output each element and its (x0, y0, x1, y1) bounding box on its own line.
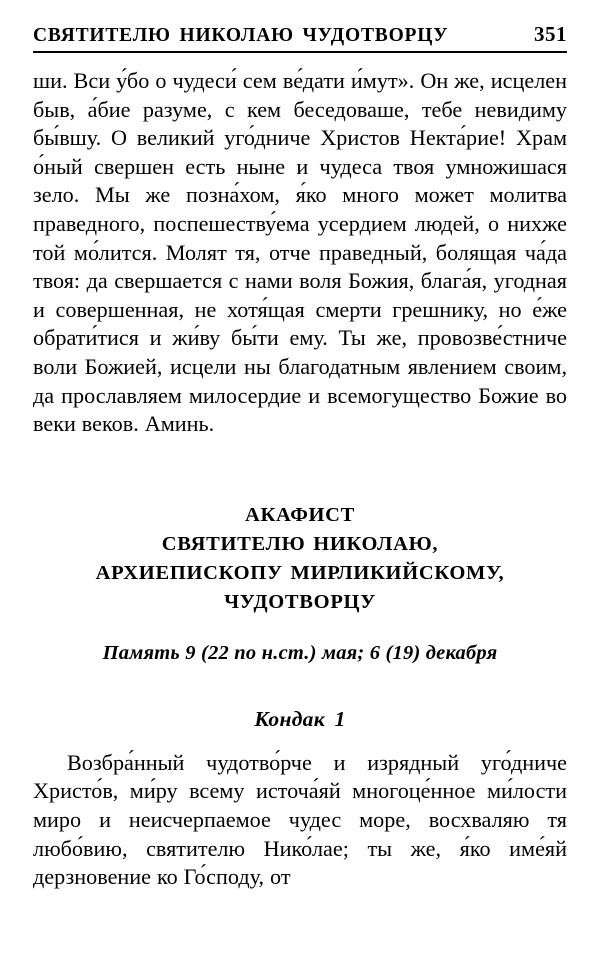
kontakion-text-block (33, 749, 567, 892)
continued-paragraph: ши. Вси у́бо о чудеси́ сем ве́дати и́мут». Он же, исцелен быв, а́бие разуме, с кем беседоваше, тебе невидиму бы́вшу. О великий уго́дниче Христов Некта́рие! Храм о́ный свершен есть ныне и чудеса твоя умножишася зело. Мы же позна́хом, я́ко много может молитва праведного, поспешеству́ема усердием людей, о нихже той мо́лится. Молят тя, отче праведный, болящая ча́да твоя: да свершается с нами воля Божия, блага́я, угодная и совершенная, не хотя́щая смерти грешнику, но е́же обрати́тися и жи́ву бы́ти ему. Ты же, провозве́стниче воли Божией, исцели ны благодатным явлением своим, да прославляем милосердие и всемогущество Божие во веки веков. Аминь. (33, 68, 567, 437)
commemoration-dates: Память 9 (22 по н.ст.) мая; 6 (19) декабря (102, 641, 498, 664)
akathist-heading-line-4: ЧУДОТВОРЦУ (224, 590, 376, 613)
running-head (33, 0, 567, 53)
akathist-heading-line-2: СВЯТИТЕЛЮ НИКОЛАЮ, (161, 532, 439, 555)
akathist-heading-line-1: АКАФИСТ (244, 503, 356, 526)
page-number: 351 (534, 22, 567, 46)
akathist-heading (33, 501, 567, 617)
continued-text-block (33, 67, 567, 439)
section-label-kontakion-1: Кондак 1 (254, 706, 346, 731)
akathist-heading-line-3: АРХИЕПИСКОПУ МИРЛИКИЙСКОМУ, (95, 561, 505, 584)
running-head-title: СВЯТИТЕЛЮ НИКОЛАЮ ЧУДОТВОРЦУ (33, 25, 449, 46)
kontakion-paragraph: Возбра́нный чудотво́рче и изрядный уго́дниче Христо́в, ми́ру всему источа́яй многоце́нное ми́лости миро и неисчерпаемое чудес море, восхваляю тя любо́вию, святителю Нико́лае; ты же, я́ко име́яй дерзновение ко Го́споду, от (33, 749, 567, 890)
